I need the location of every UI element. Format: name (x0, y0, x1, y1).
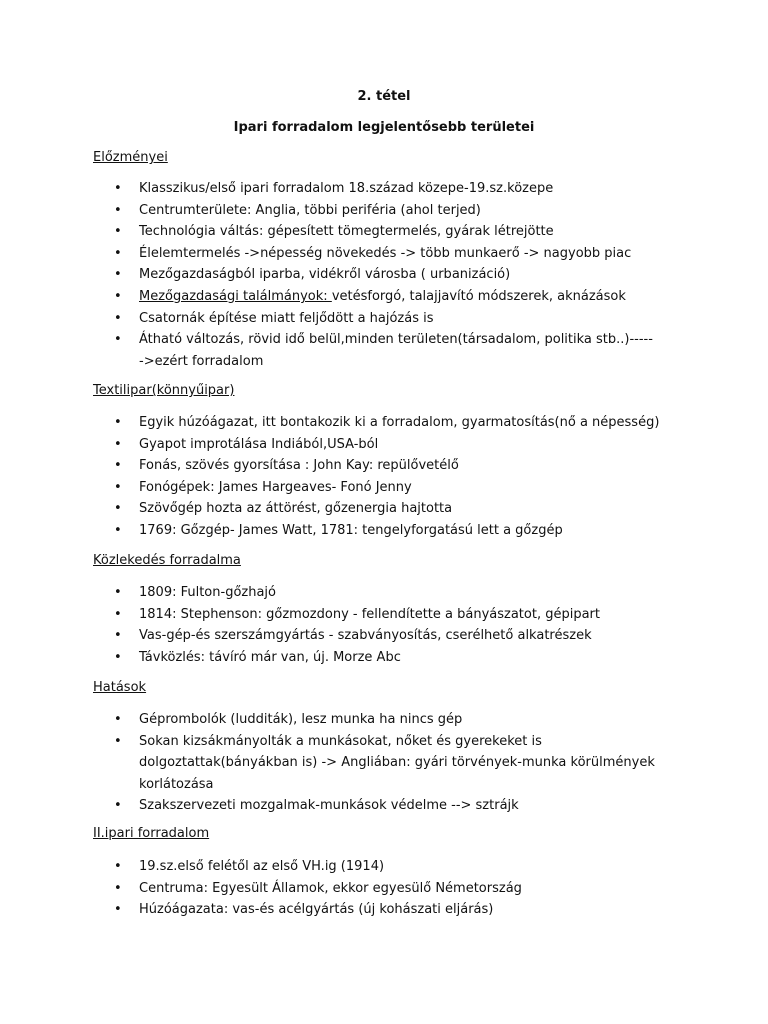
list-item: • Fonógépek: James Hargeaves- Fonó Jenny (0, 477, 679, 499)
bullet-icon: • (114, 288, 122, 304)
bullet-icon: • (114, 712, 122, 727)
list-item: • Centrumterülete: Anglia, többi periféria (ahol terjed) (0, 200, 679, 222)
bullet-icon: • (114, 332, 122, 348)
bullet-icon: • (114, 902, 122, 918)
list-item: • Sokan kizsákmányolták a munkásokat, nőket és gyerekeket is dolgoztattak(bányákban is) -> Angliában: gyári törvények-munka körülmények korlátozása (0, 731, 679, 796)
underlined-term: Mezőgazdasági találmányok: (139, 288, 332, 304)
list-elozmenyei (0, 178, 768, 372)
list-item: • Fonás, szövés gyorsítása : John Kay: repülővetélő (0, 455, 679, 477)
list-item: • Szakszervezeti mozgalmak-munkások védelme --> sztrájk (0, 795, 679, 817)
list-item: • Gyapot improtálása Indiából,USA-ból (0, 434, 679, 456)
bullet-icon: • (114, 181, 122, 196)
bullet-icon: • (114, 436, 122, 452)
list-item: • 1814: Stephenson: gőzmozdony - fellendítette a bányászatot, gépipart (0, 604, 679, 626)
section-heading-elozmenyei: Előzményei (93, 150, 168, 165)
bullet-icon: • (114, 245, 122, 261)
bullet-icon: • (114, 501, 122, 517)
list-item: • Átható változás, rövid idő belül,minden területen(társadalom, politika stb..)----- ->ezért forradalom (0, 329, 679, 372)
section-heading-ii-ipari-forradalom: II.ipari forradalom (93, 826, 210, 841)
list-item: • Technológia váltás: gépesített tömegtermelés, gyárak létrejötte (0, 221, 679, 243)
list-textilipar (0, 412, 768, 542)
list-item: • Egyik húzóágazat, itt bontakozik ki a forradalom, gyarmatosítás(nő a népesség) (0, 412, 679, 434)
list-kozlekedes (0, 582, 768, 668)
list-item: • Húzóágazata: vas-és acélgyártás (új kohászati eljárás) (0, 899, 679, 921)
section-heading-textilipar: Textilipar(könnyűipar) (93, 383, 235, 398)
bullet-icon: • (114, 798, 122, 814)
list-item: • Mezőgazdaságból iparba, vidékről városba ( urbanizáció) (0, 264, 679, 286)
list-item: • Élelemtermelés ->népesség növekedés -> több munkaerő -> nagyobb piac (0, 243, 679, 265)
bullet-icon: • (114, 628, 122, 644)
list-item: • Csatornák építése miatt feljődött a hajózás is (0, 308, 679, 330)
bullet-icon: • (114, 458, 122, 474)
list-item: • Géprombolók (ludditák), lesz munka ha nincs gép (0, 709, 679, 731)
list-item: • 1809: Fulton-gőzhajó (0, 582, 679, 604)
bullet-icon: • (114, 859, 122, 874)
bullet-icon: • (114, 522, 122, 538)
list-item: • Szövőgép hozta az áttörést, gőzenergia hajtotta (0, 498, 679, 520)
section-heading-hatasok: Hatások (93, 680, 147, 695)
list-item: • Centruma: Egyesült Államok, ekkor egyesülő Németország (0, 878, 679, 900)
section-heading-kozlekedes: Közlekedés forradalma (93, 553, 241, 568)
list-item: • Klasszikus/első ipari forradalom 18.század közepe-19.sz.közepe (0, 178, 679, 200)
list-item: • Vas-gép-és szerszámgyártás - szabványosítás, cserélhető alkatrészek (0, 625, 679, 647)
list-hatasok (0, 709, 768, 817)
bullet-icon: • (114, 585, 122, 600)
list-item: • Mezőgazdasági találmányok: vetésforgó, talajjavító módszerek, aknázások (0, 286, 679, 308)
bullet-icon: • (114, 733, 122, 749)
list-ii-ipari-forradalom (0, 856, 768, 921)
bullet-icon: • (114, 310, 122, 326)
bullet-icon: • (114, 224, 122, 240)
bullet-icon: • (114, 479, 122, 495)
bullet-icon: • (114, 649, 122, 665)
list-item: • 19.sz.első felétől az első VH.ig (1914) (0, 856, 679, 878)
bullet-icon: • (114, 415, 122, 430)
document-title: Ipari forradalom legjelentősebb területei (233, 120, 535, 135)
bullet-icon: • (114, 880, 122, 896)
list-item: • 1769: Gőzgép- James Watt, 1781: tengelyforgatású lett a gőzgép (0, 520, 679, 542)
bullet-icon: • (114, 606, 122, 622)
list-item: • Távközlés: távíró már van, új. Morze Abc (0, 647, 679, 669)
bullet-icon: • (114, 267, 122, 283)
title-number: 2. tétel (357, 89, 411, 104)
bullet-icon: • (114, 202, 122, 218)
